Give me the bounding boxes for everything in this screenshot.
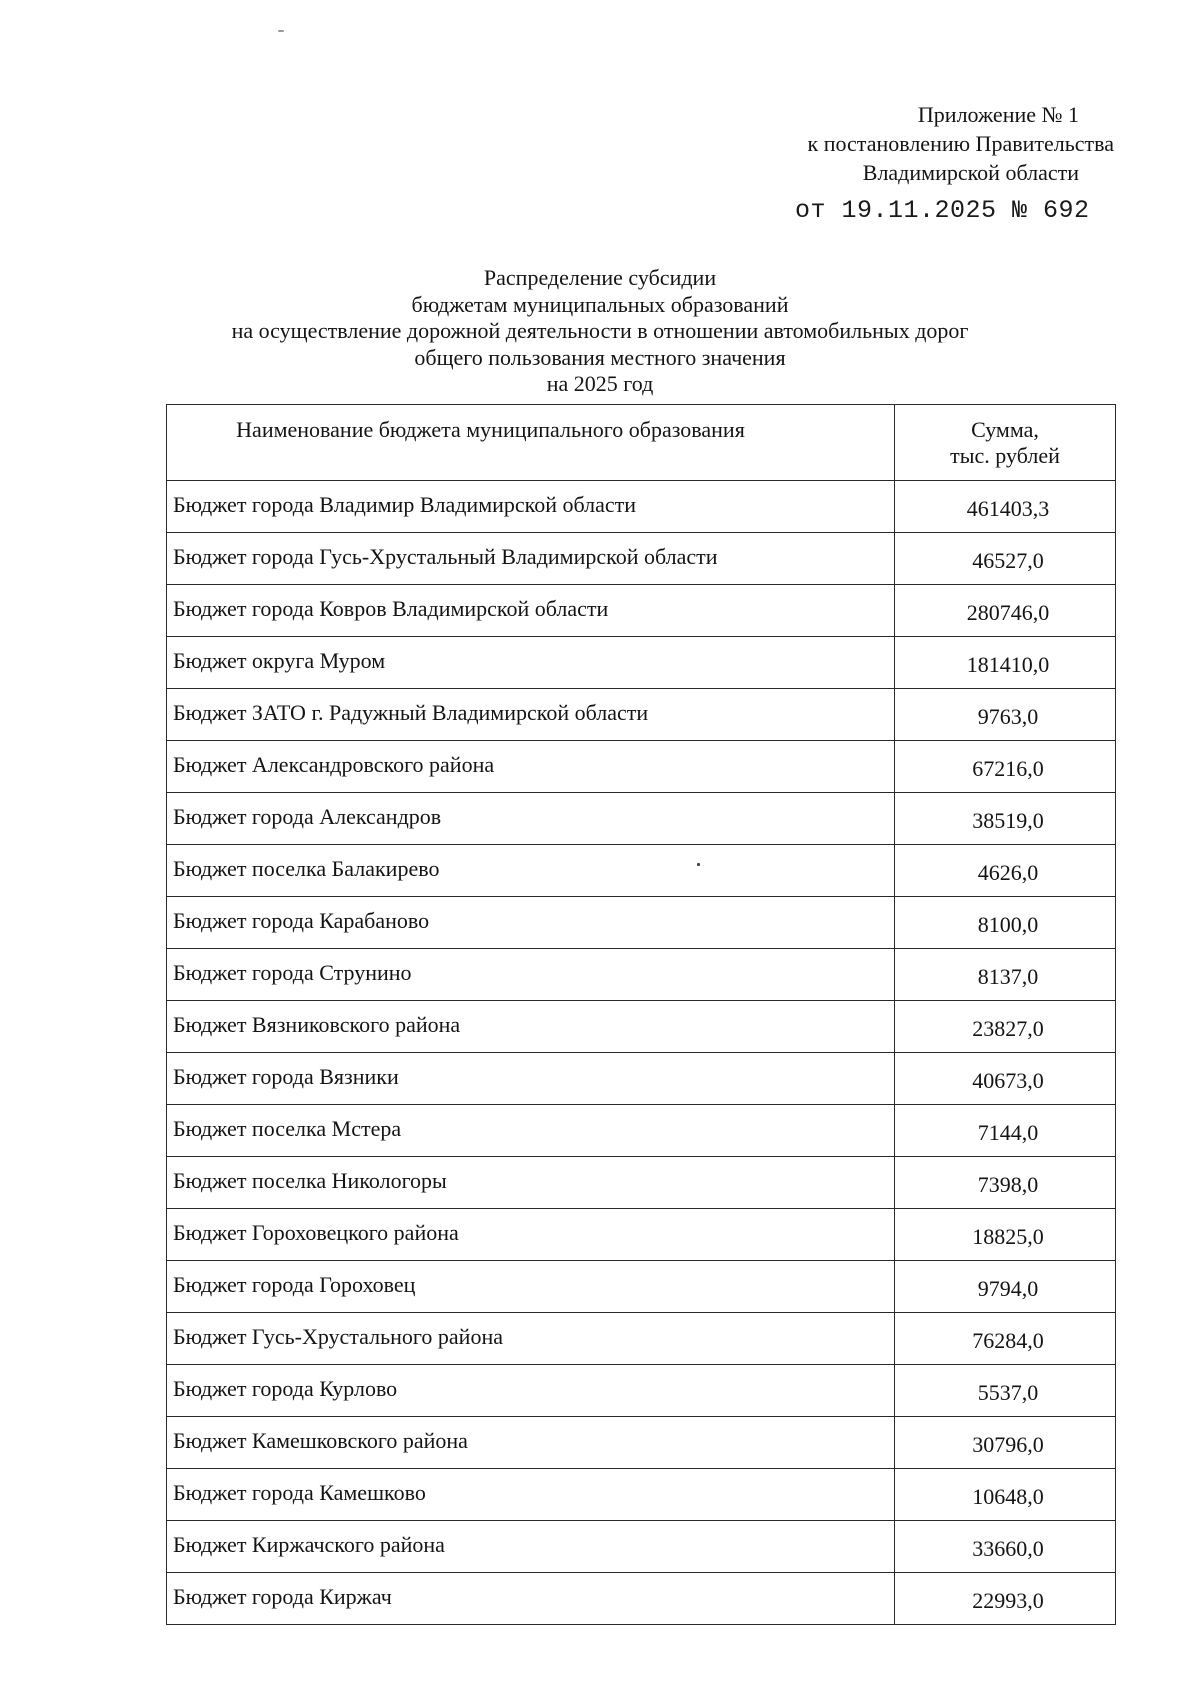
row-name: Бюджет Гороховецкого района bbox=[167, 1209, 895, 1261]
row-sum: 33660,0 bbox=[895, 1521, 1116, 1573]
table-row bbox=[167, 949, 1116, 1001]
row-sum: 9763,0 bbox=[895, 689, 1116, 741]
table-row bbox=[167, 1261, 1116, 1313]
row-sum: 38519,0 bbox=[895, 793, 1116, 845]
row-name: Бюджет Гусь-Хрустального района bbox=[167, 1313, 895, 1365]
row-sum: 10648,0 bbox=[895, 1469, 1116, 1521]
scan-speck bbox=[278, 30, 284, 32]
row-sum: 9794,0 bbox=[895, 1261, 1116, 1313]
attachment-line-2: к постановлению Правительства bbox=[807, 131, 1114, 156]
row-name: Бюджет Камешковского района bbox=[167, 1417, 895, 1469]
table-row bbox=[167, 897, 1116, 949]
row-name: Бюджет округа Муром bbox=[167, 637, 895, 689]
table-row bbox=[167, 793, 1116, 845]
attachment-line-1: Приложение № 1 bbox=[917, 102, 1079, 127]
table-row bbox=[167, 1521, 1116, 1573]
date-number-stamp: от 19.11.2025 № 692 bbox=[795, 196, 1090, 225]
row-sum: 5537,0 bbox=[895, 1365, 1116, 1417]
table-row bbox=[167, 741, 1116, 793]
title-line-4: общего пользования местного значения bbox=[414, 344, 786, 370]
table-row bbox=[167, 1365, 1116, 1417]
header-sum-cell bbox=[895, 405, 1116, 481]
header-sum-line-2: тыс. рублей bbox=[950, 443, 1060, 468]
table-row bbox=[167, 1105, 1116, 1157]
header-sum-line-1: Сумма, bbox=[971, 417, 1039, 442]
title-line-3: на осуществление дорожной деятельности в отношении автомобильных дорог bbox=[231, 318, 969, 343]
row-name: Бюджет поселка Балакирево bbox=[167, 845, 895, 897]
row-sum: 18825,0 bbox=[895, 1209, 1116, 1261]
row-name: Бюджет поселка Мстера bbox=[167, 1105, 895, 1157]
row-sum: 4626,0 bbox=[895, 845, 1116, 897]
row-sum: 7144,0 bbox=[895, 1105, 1116, 1157]
row-sum: 8100,0 bbox=[895, 897, 1116, 949]
attachment-line-3: Владимирской области bbox=[862, 160, 1079, 185]
row-name: Бюджет города Камешково bbox=[167, 1469, 895, 1521]
row-name: Бюджет города Ковров Владимирской области bbox=[167, 585, 895, 637]
table-row bbox=[167, 1001, 1116, 1053]
row-sum: 22993,0 bbox=[895, 1573, 1116, 1625]
row-sum: 76284,0 bbox=[895, 1313, 1116, 1365]
row-sum: 461403,3 bbox=[895, 481, 1116, 533]
table-row bbox=[167, 585, 1116, 637]
table-row bbox=[167, 689, 1116, 741]
table-row bbox=[167, 1573, 1116, 1625]
row-name: Бюджет Александровского района bbox=[167, 741, 895, 793]
title-line-2: бюджетам муниципальных образований bbox=[411, 291, 789, 317]
table-row bbox=[167, 481, 1116, 533]
row-sum: 40673,0 bbox=[895, 1053, 1116, 1105]
row-name: Бюджет города Струнино bbox=[167, 949, 895, 1001]
row-sum: 181410,0 bbox=[895, 637, 1116, 689]
row-name: Бюджет города Вязники bbox=[167, 1053, 895, 1105]
title-line-5: на 2025 год bbox=[546, 371, 654, 396]
table-row bbox=[167, 637, 1116, 689]
row-sum: 7398,0 bbox=[895, 1157, 1116, 1209]
table-row bbox=[167, 1417, 1116, 1469]
row-name: Бюджет поселка Никологоры bbox=[167, 1157, 895, 1209]
row-name: Бюджет Киржачского района bbox=[167, 1521, 895, 1573]
table-row bbox=[167, 845, 1116, 897]
table-row bbox=[167, 1209, 1116, 1261]
row-name: Бюджет Вязниковского района bbox=[167, 1001, 895, 1053]
subsidy-table bbox=[166, 404, 1116, 1625]
row-sum: 46527,0 bbox=[895, 533, 1116, 585]
title-line-1: Распределение субсидии bbox=[483, 265, 717, 290]
row-sum: 23827,0 bbox=[895, 1001, 1116, 1053]
row-name: Бюджет города Гороховец bbox=[167, 1261, 895, 1313]
row-sum: 67216,0 bbox=[895, 741, 1116, 793]
table-row bbox=[167, 1469, 1116, 1521]
row-sum: 280746,0 bbox=[895, 585, 1116, 637]
document-title bbox=[160, 265, 1040, 398]
table-header-row bbox=[167, 405, 1116, 481]
attachment-header bbox=[694, 100, 1114, 187]
row-name: Бюджет города Киржач bbox=[167, 1573, 895, 1625]
row-sum: 30796,0 bbox=[895, 1417, 1116, 1469]
table-row bbox=[167, 1157, 1116, 1209]
row-name: Бюджет города Гусь-Хрустальный Владимирской области bbox=[167, 533, 895, 585]
row-sum: 8137,0 bbox=[895, 949, 1116, 1001]
row-name: Бюджет города Карабаново bbox=[167, 897, 895, 949]
table-row bbox=[167, 1313, 1116, 1365]
table-row bbox=[167, 533, 1116, 585]
row-name: Бюджет города Владимир Владимирской области bbox=[167, 481, 895, 533]
row-name: Бюджет города Александров bbox=[167, 793, 895, 845]
row-name: Бюджет города Курлово bbox=[167, 1365, 895, 1417]
header-name-cell: Наименование бюджета муниципального образования bbox=[167, 405, 895, 481]
table-row bbox=[167, 1053, 1116, 1105]
row-name: Бюджет ЗАТО г. Радужный Владимирской области bbox=[167, 689, 895, 741]
